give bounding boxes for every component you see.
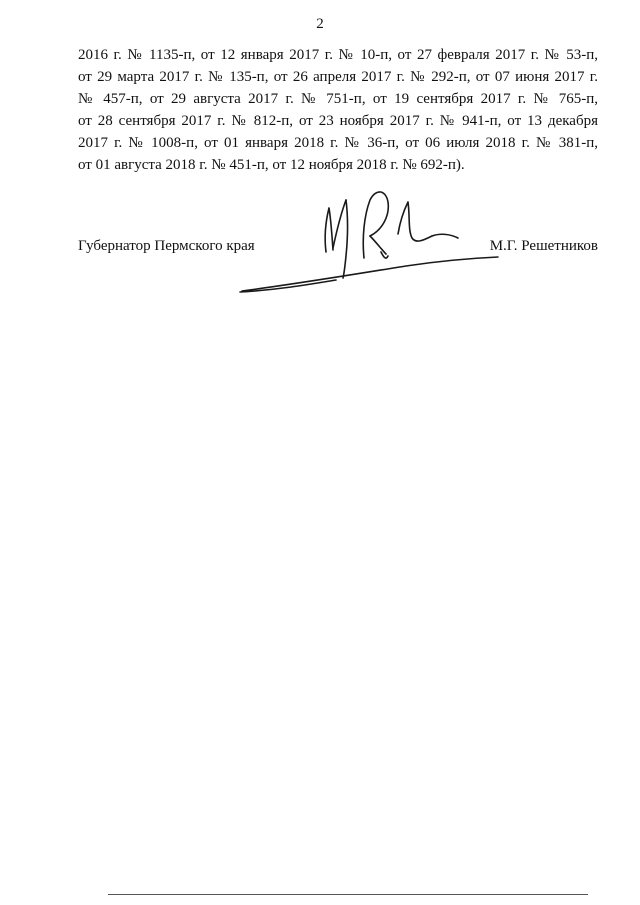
signer-name: М.Г. Решетников (489, 238, 598, 254)
body-line-6: от 01 августа 2018 г. № 451-п, от 12 ноября 2018 г. № 692-п). (78, 157, 465, 173)
page-number: 2 (316, 16, 324, 32)
body-line-3: № 457-п, от 29 августа 2017 г. № 751-п, от 19 сентября 2017 г. № 765-п, (78, 91, 598, 107)
signature-block (78, 186, 598, 296)
body-line-4: от 28 сентября 2017 г. № 812-п, от 23 ноября 2017 г. № 941-п, от 13 декабря (78, 113, 598, 129)
signer-position: Губернатор Пермского края (78, 238, 255, 254)
footer-divider (108, 894, 588, 895)
document-body (78, 44, 598, 176)
body-line-2: от 29 марта 2017 г. № 135-п, от 26 апреля 2017 г. № 292-п, от 07 июня 2017 г. (78, 69, 598, 85)
body-line-1: 2016 г. № 1135-п, от 12 января 2017 г. № 10-п, от 27 февраля 2017 г. № 53-п, (78, 47, 598, 63)
body-line-5: 2017 г. № 1008-п, от 01 января 2018 г. № 36-п, от 06 июля 2018 г. № 381-п, (78, 135, 598, 151)
